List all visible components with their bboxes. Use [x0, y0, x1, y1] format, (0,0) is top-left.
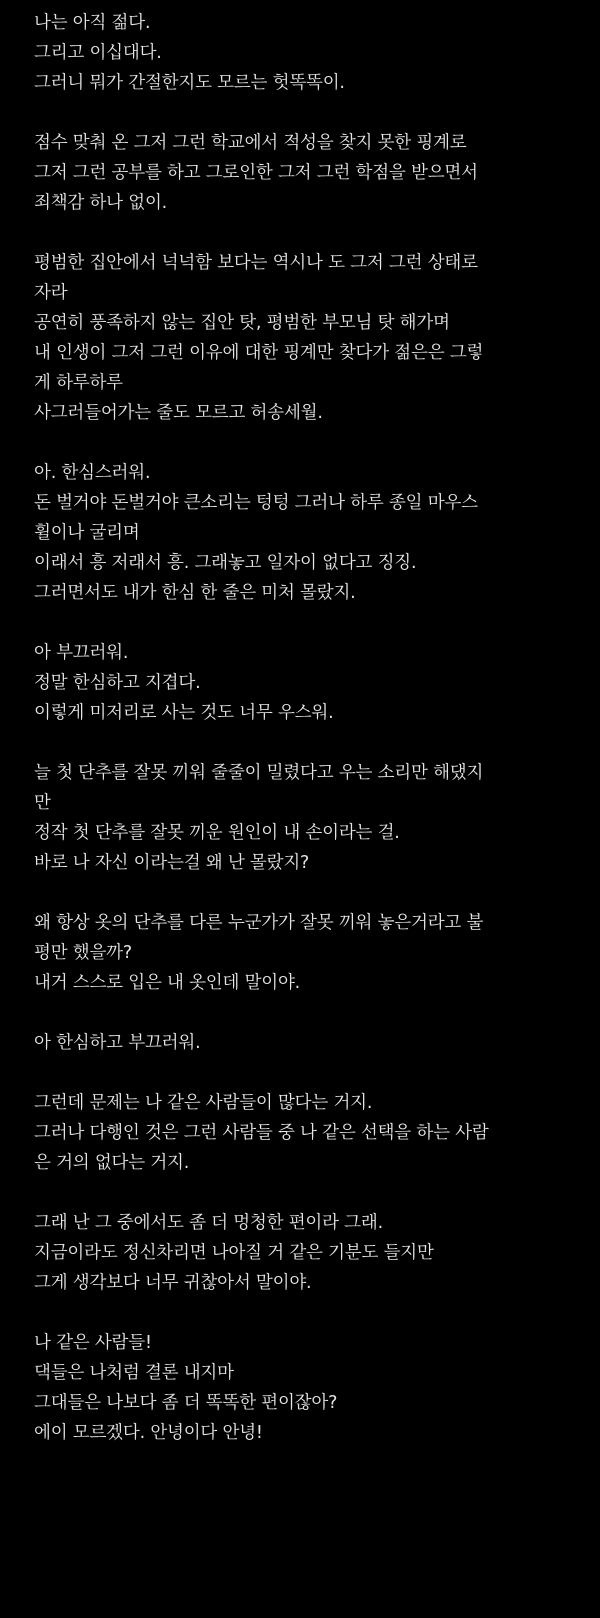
text-line: 평범한 집안에서 넉넉함 보다는 역시나 도 그저 그런 상태로 [34, 253, 478, 273]
text-line: 자라 [34, 283, 68, 303]
text-line: 나는 아직 젊다. [34, 13, 151, 33]
paragraph-gap [34, 98, 590, 128]
text-line: 정작 첫 단추를 잘못 끼운 원인이 내 손이라는 걸. [34, 823, 400, 843]
text-line: 그저 그런 공부를 하고 그로인한 그저 그런 학점을 받으면서 [34, 163, 478, 183]
paragraph-gap [34, 218, 590, 248]
text-line: 아 한심하고 부끄러워. [34, 1033, 201, 1053]
text-line: 아. 한심스러워. [34, 463, 151, 483]
text-line: 평만 했을까? [34, 943, 132, 963]
text-line: 그러니 뭐가 간절한지도 모르는 헛똑똑이. [34, 73, 345, 93]
paragraph-gap [34, 1178, 590, 1208]
paragraph-gap [34, 608, 590, 638]
text-line: 은 거의 없다는 거지. [34, 1153, 190, 1173]
text-line: 아 부끄러워. [34, 643, 129, 663]
text-line: 나 같은 사람들! [34, 1333, 152, 1353]
text-line: 바로 나 자신 이라는걸 왜 난 몰랐지? [34, 853, 310, 873]
text-line: 휠이나 굴리며 [34, 523, 140, 543]
paragraph-gap [34, 998, 590, 1028]
text-line: 게 하루하루 [34, 373, 123, 393]
text-line: 그러나 다행인 것은 그런 사람들 중 나 같은 선택을 하는 사람 [34, 1123, 489, 1143]
text-line: 이래서 흥 저래서 흥. 그래놓고 일자이 없다고 징징. [34, 553, 417, 573]
text-line: 댁들은 나처럼 결론 내지마 [34, 1363, 234, 1383]
text-line: 점수 맞춰 온 그저 그런 학교에서 적성을 찾지 못한 핑계로 [34, 133, 467, 153]
text-line: 에이 모르겠다. 안녕이다 안녕! [34, 1423, 263, 1443]
paragraph-gap [34, 728, 590, 758]
text-line: 그리고 이십대다. [34, 43, 162, 63]
text-line: 정말 한심하고 지겹다. [34, 673, 201, 693]
text-line: 만 [34, 793, 51, 813]
text-line: 사그러들어가는 줄도 모르고 허송세월. [34, 403, 323, 423]
text-line: 그게 생각보다 너무 귀찮아서 말이야. [34, 1273, 312, 1293]
paragraph-gap [34, 878, 590, 908]
text-line: 왜 항상 옷의 단추를 다른 누군가가 잘못 끼워 놓은거라고 불 [34, 913, 484, 933]
text-line: 내 인생이 그저 그런 이유에 대한 핑계만 찾다가 젊은은 그렇 [34, 343, 484, 363]
text-line: 죄책감 하나 없이. [34, 193, 168, 213]
paragraph-gap [34, 1058, 590, 1088]
text-line: 지금이라도 정신차리면 나아질 거 같은 기분도 들지만 [34, 1243, 434, 1263]
paragraph-gap [34, 1298, 590, 1328]
text-line: 그래 난 그 중에서도 좀 더 멍청한 편이라 그래. [34, 1213, 383, 1233]
text-line: 늘 첫 단추를 잘못 끼워 줄줄이 밀렸다고 우는 소리만 해댔지 [34, 763, 484, 783]
text-line: 이렇게 미저리로 사는 것도 너무 우스워. [34, 703, 334, 723]
text-line: 공연히 풍족하지 않는 집안 탓, 평범한 부모님 탓 해가며 [34, 313, 450, 333]
text-line: 돈 벌거야 돈벌거야 큰소리는 텅텅 그러나 하루 종일 마우스 [34, 493, 478, 513]
text-line: 그런데 문제는 나 같은 사람들이 많다는 거지. [34, 1093, 373, 1113]
paragraph-gap [34, 428, 590, 458]
text-line: 그러면서도 내가 한심 한 줄은 미처 몰랐지. [34, 583, 356, 603]
text-line: 내거 스스로 입은 내 옷인데 말이야. [34, 973, 301, 993]
text-line: 그대들은 나보다 좀 더 똑똑한 편이잖아? [34, 1393, 338, 1413]
